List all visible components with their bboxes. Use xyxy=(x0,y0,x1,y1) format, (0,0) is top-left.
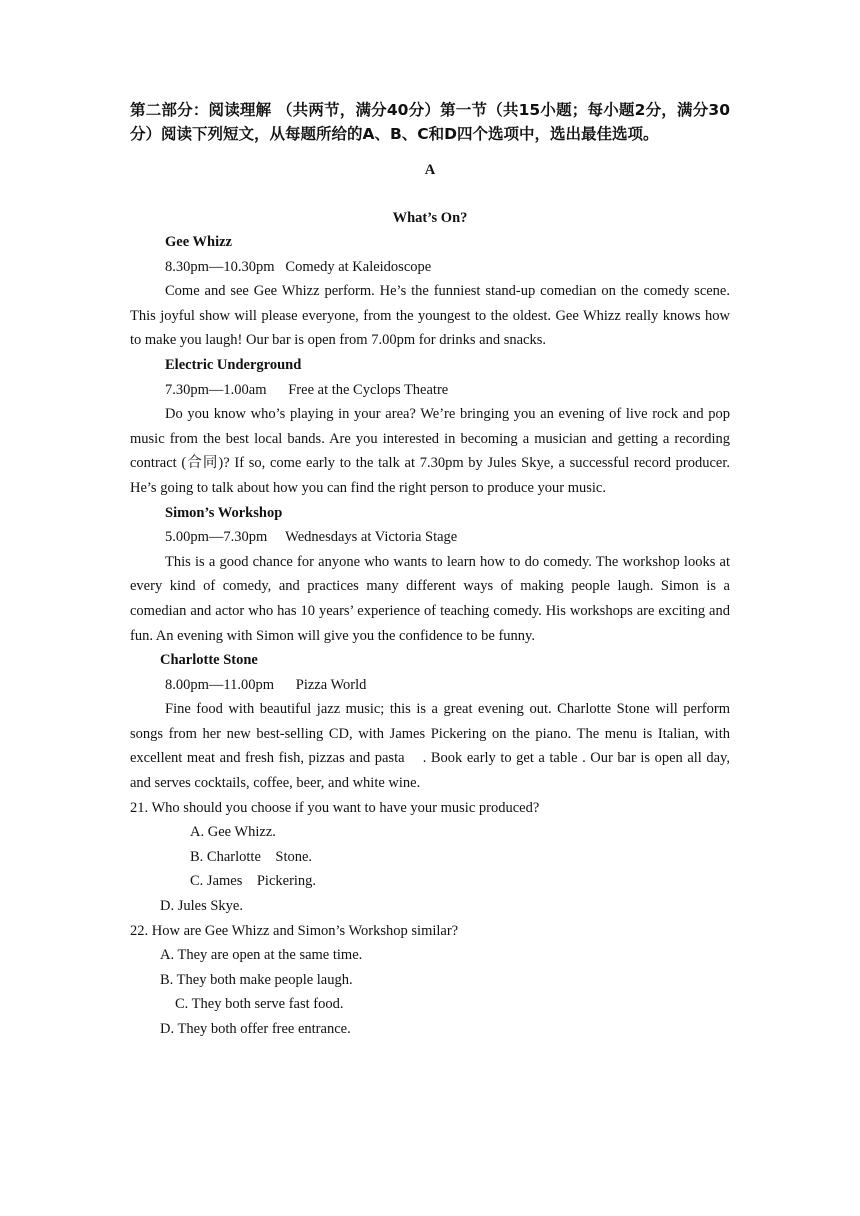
option-a: A. They are open at the same time. xyxy=(160,947,363,964)
question-22 xyxy=(130,919,730,1042)
event-name: Simon’s Workshop xyxy=(165,504,283,521)
section-instruction: 第二部分：阅读理解 （共两节，满分40分）第一节（共15小题；每小题2分，满分30分）阅读下列短文，从每题所给的A、B、C和D四个选项中，选出最佳选项。 xyxy=(130,101,730,143)
event-description: Fine food with beautiful jazz music; this is a great evening out. Charlotte Stone will perform songs from her new best-selling CD, with James Pickering on the piano. The menu is Italian, with excellent meat and fresh fish, pizzas and pasta . Book early to get a table . Our bar is open all day, and serves cocktails, coffee, beer, and white wine. xyxy=(130,701,734,792)
event-name: Gee Whizz xyxy=(165,234,232,250)
option-d: D. They both offer free entrance. xyxy=(160,1021,351,1037)
question-21 xyxy=(130,796,730,919)
option-b: B. They both make people laugh. xyxy=(160,971,353,988)
event-description: Come and see Gee Whizz perform. He’s the funniest stand-up comedian on the comedy scene. This joyful show will please everyone, from the youngest to the oldest. Gee Whizz really knows how to make you laugh! Our bar is open from 7.00pm for drinks and snacks. xyxy=(130,283,730,349)
event-charlotte-stone xyxy=(130,648,734,796)
option-c: C. They both serve fast food. xyxy=(175,996,344,1013)
option-c: C. James Pickering. xyxy=(190,873,317,890)
event-time-place: 7.30pm—1.00am Free at the Cyclops Theatre xyxy=(165,381,449,398)
event-time-place: 8.30pm—10.30pm Comedy at Kaleidoscope xyxy=(165,258,432,275)
passage-letter: A xyxy=(424,162,436,178)
question-stem: 21. Who should you choose if you want to have your music produced? xyxy=(130,799,540,816)
event-name: Electric Underground xyxy=(165,356,302,373)
document-page xyxy=(130,98,734,1042)
event-description: Do you know who’s playing in your area? We’re bringing you an evening of live rock and pop music from the best local bands. Are you interested in becoming a musician and getting a recording contract (合同)? If so, come early to the talk at 7.30pm by Jules Skye, a successful record producer. He’s going to talk about how you can find the right person to produce your music. xyxy=(130,406,730,496)
event-gee-whizz xyxy=(130,230,730,353)
event-electric-underground xyxy=(130,353,730,501)
option-a: A. Gee Whizz. xyxy=(190,824,276,841)
option-b: B. Charlotte Stone. xyxy=(190,848,313,865)
event-time-place: 5.00pm—7.30pm Wednesdays at Victoria Stage xyxy=(165,529,458,546)
option-d: D. Jules Skye. xyxy=(160,898,243,915)
event-time-place: 8.00pm—11.00pm Pizza World xyxy=(165,676,367,693)
question-stem: 22. How are Gee Whizz and Simon’s Workshop similar? xyxy=(130,922,459,939)
event-simons-workshop xyxy=(130,501,730,649)
passage-title: What’s On? xyxy=(392,210,468,226)
event-name: Charlotte Stone xyxy=(160,652,258,669)
event-description: This is a good chance for anyone who wants to learn how to do comedy. The workshop looks at every kind of comedy, and practices many different ways of making people laugh. Simon is a comedian and actor who has 10 years’ experience of teaching comedy. His workshops are exciting and fun. An evening with Simon will give you the confidence to be funny. xyxy=(130,553,730,644)
